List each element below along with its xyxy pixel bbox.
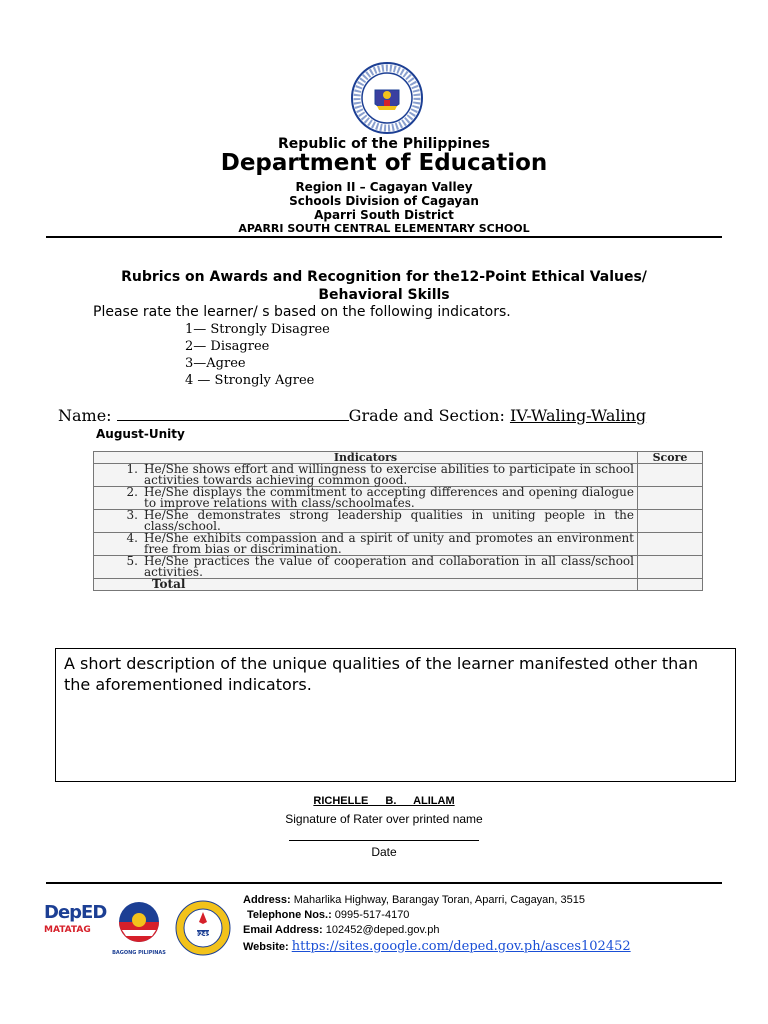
indicator-number: 5.: [94, 556, 142, 579]
address-label: Address:: [243, 894, 291, 906]
indicator-number: 2.: [94, 487, 142, 510]
republic-text: Republic of the Philippines: [278, 136, 490, 152]
deped-seal-icon: [351, 62, 423, 134]
table-row: [94, 556, 703, 579]
school-seal-icon: [175, 900, 231, 956]
score-header: Score: [638, 452, 703, 464]
scale-item: 4 — Strongly Agree: [185, 373, 315, 388]
email-value: 102452@deped.gov.ph: [322, 924, 440, 936]
address-value: Maharlika Highway, Barangay Toran, Aparri, Cagayan, 3515: [290, 894, 586, 906]
region-text: Region II – Cagayan Valley: [295, 180, 473, 194]
scale-item: 1— Strongly Disagree: [185, 322, 330, 337]
indicator-text: He/She demonstrates strong leadership qualities in uniting people in the class/school.: [141, 510, 638, 533]
school-name: APARRI SOUTH CENTRAL ELEMENTARY SCHOOL: [238, 222, 530, 235]
school-seal: [175, 900, 231, 956]
indicator-text: He/She displays the commitment to accepting differences and opening dialogue to improve relations with class/schoolmates.: [141, 487, 638, 510]
month-value-label: August-Unity: [96, 427, 185, 441]
division-text: Schools Division of Cagayan: [289, 194, 479, 208]
footer-email: [243, 924, 439, 936]
name-label: Name:: [58, 406, 117, 425]
indicators-header: Indicators: [94, 452, 638, 464]
department-title: Department of Education: [220, 150, 548, 176]
indicator-text: He/She practices the value of cooperation and collaboration in all class/school activities.: [141, 556, 638, 579]
rubric-title-line1: Rubrics on Awards and Recognition for the12-Point Ethical Values/: [121, 269, 647, 285]
grade-value: IV-Waling-Waling: [509, 406, 647, 425]
table-row: [94, 510, 703, 533]
indicator-number: 4.: [94, 533, 142, 556]
name-blank[interactable]: [117, 407, 349, 421]
scale-item: 3—Agree: [185, 356, 246, 371]
indicators-table: [93, 451, 703, 591]
bagong-pilipinas-logo: [108, 900, 170, 956]
indicator-number: 3.: [94, 510, 142, 533]
website-label: Website:: [243, 941, 289, 953]
footer-phone: [247, 909, 409, 921]
grade-label: Grade and Section:: [348, 406, 510, 425]
table-row: [94, 533, 703, 556]
date-line: [289, 840, 479, 841]
deped-matatag-logo: [44, 902, 106, 952]
rubric-title-line2: Behavioral Skills: [318, 287, 450, 303]
header-divider: [46, 236, 722, 238]
indicator-text: He/She exhibits compassion and a spirit of unity and promotes an environment free from bias or discrimination.: [141, 533, 638, 556]
email-label: Email Address:: [243, 924, 323, 936]
bagong-pilipinas-text: BAGONG PILIPINAS: [112, 950, 166, 956]
table-row: [94, 464, 703, 487]
score-cell[interactable]: [638, 464, 703, 487]
matatag-logo-text: MATATAG: [44, 925, 91, 935]
description-box[interactable]: A short description of the unique qualities of the learner manifested other than the aforementioned indicators.: [55, 648, 736, 782]
footer-divider: [46, 882, 722, 884]
district-text: Aparri South District: [314, 208, 454, 222]
rater-signature-caption: Signature of Rater over printed name: [285, 812, 483, 826]
footer-address: [243, 894, 585, 906]
deped-logo-text: DepED: [44, 902, 107, 923]
school-seal-text: 102452: [190, 931, 216, 938]
name-grade-line: [58, 406, 646, 425]
scale-item: 2— Disagree: [185, 339, 270, 354]
score-cell[interactable]: [638, 487, 703, 510]
score-cell[interactable]: [638, 556, 703, 579]
footer-website: [243, 939, 631, 954]
bagong-pilipinas-icon: [108, 900, 170, 946]
table-row: [94, 487, 703, 510]
score-cell[interactable]: [638, 510, 703, 533]
instruction-text: Please rate the learner/ s based on the following indicators.: [93, 304, 511, 320]
score-cell[interactable]: [638, 533, 703, 556]
indicator-text: He/She shows effort and willingness to exercise abilities to participate in school activities towards achieving common good.: [141, 464, 638, 487]
total-score-cell[interactable]: [638, 579, 703, 591]
rubric-title: [0, 268, 768, 304]
date-caption: Date: [371, 845, 397, 859]
rater-name: RICHELLE B. ALILAM: [313, 795, 455, 807]
website-link[interactable]: https://sites.google.com/deped.gov.ph/asces102452: [291, 939, 631, 954]
phone-label: Telephone Nos.:: [247, 909, 332, 921]
indicator-number: 1.: [94, 464, 142, 487]
total-label: Total: [94, 579, 638, 591]
table-total-row: [94, 579, 703, 591]
phone-value: 0995-517-4170: [331, 909, 410, 921]
